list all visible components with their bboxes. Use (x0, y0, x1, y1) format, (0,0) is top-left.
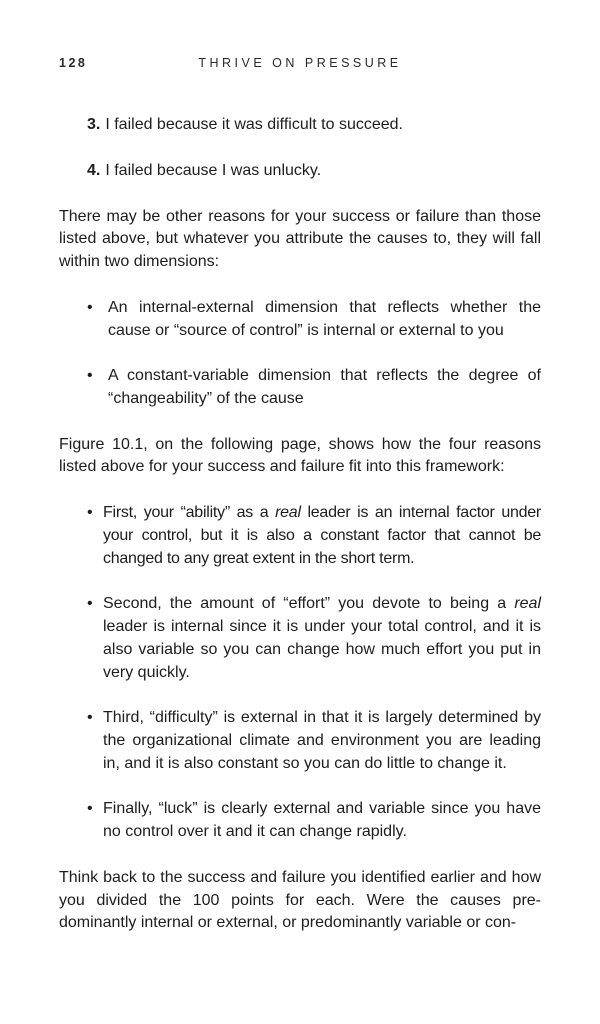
numbered-item (87, 114, 541, 137)
bullet-text-start: First, your “ability” as a (103, 503, 276, 521)
bullet-marker: • (87, 367, 93, 385)
emphasis: real (514, 595, 541, 613)
bullet-text-start: Second, the amount of “effort” you devote to being a (103, 595, 515, 613)
bullet-item (59, 297, 541, 343)
running-head (59, 56, 541, 74)
paragraph: Think back to the success and failure you identified earlier and how you divided the 100 points for each. Were the causes pre-dominantly internal or external, or predominantly variable or con- (59, 868, 541, 932)
bullet-text-end: leader is internal since it is under your total control, and it is also variable so you can change how much effort you put in very quickly. (103, 617, 541, 681)
item-text: I failed because I was unlucky. (105, 161, 322, 179)
bullet-marker: • (87, 709, 93, 727)
bullet-text: An internal-external dimension that reflects whether the cause or “source of control” is internal or external to you (108, 298, 541, 339)
paragraph: Figure 10.1, on the following page, shows how the four reasons listed above for your success and failure fit into this framework: (59, 435, 541, 476)
item-number: 4. (87, 161, 101, 179)
bullet-text-end: leader is an internal factor under your control, but it is also a constant factor that cannot be changed to any great extent in the short term. (103, 503, 541, 567)
bullet-marker: • (87, 503, 93, 521)
item-text: I failed because it was difficult to succeed. (105, 116, 403, 133)
bullet-marker: • (87, 595, 93, 613)
bullet-marker: • (87, 800, 93, 818)
bullet-text: Third, “difficulty” is external in that it is largely determined by the organizational climate and environment you are leading in, and it is also constant so you can do little to change it. (103, 709, 541, 772)
bullet-item (59, 502, 541, 570)
paragraph: There may be other reasons for your success or failure than those listed above, but whatever you attribute the causes to, they will fall within two dimensions: (59, 207, 541, 271)
page-number: 128 (59, 56, 88, 70)
bullet-item (59, 365, 541, 411)
numbered-item (87, 160, 541, 183)
bullet-item (59, 707, 541, 775)
book-title: THRIVE ON PRESSURE (198, 56, 402, 70)
bullet-text: Finally, “luck” is clearly external and variable since you have no control over it and it can change rapidly. (103, 800, 541, 841)
item-number: 3. (87, 116, 101, 133)
bullet-text: A constant-variable dimension that reflects the degree of “changeability” of the cause (108, 367, 541, 407)
bullet-marker: • (87, 298, 93, 316)
bullet-item (59, 798, 541, 844)
body-text (59, 114, 541, 958)
bullet-item (59, 593, 541, 684)
emphasis: real (275, 503, 301, 521)
